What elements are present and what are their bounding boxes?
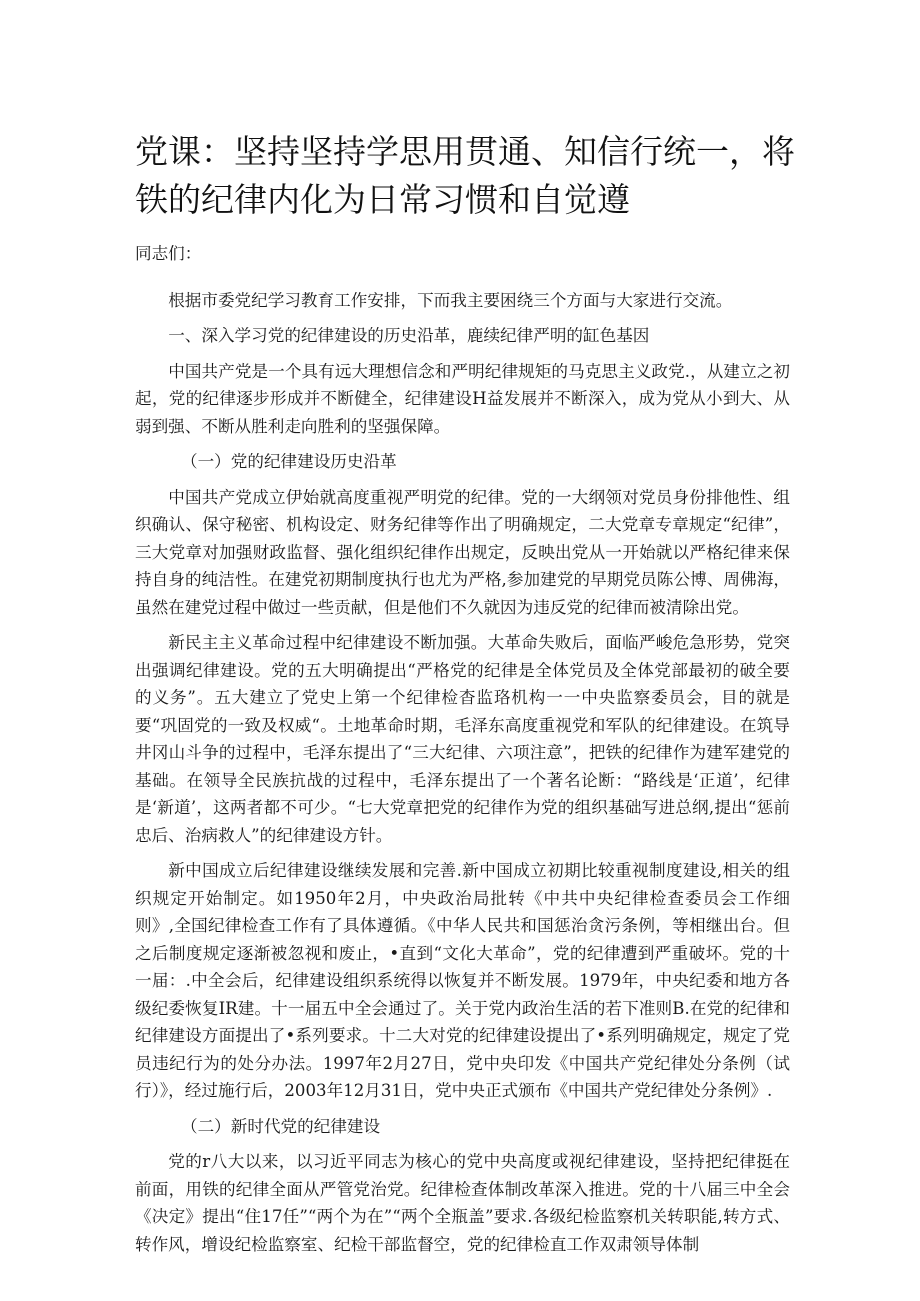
- body-paragraph: 中国共产党是一个具有远大理想信念和严明纪律规矩的马克思主义政党.，从建立之初起，党的纪律逐步形成并不断健全，纪律建设H益发展并不断深入，成为党从小到大、从弱到强、不断从胜利走向胜利的坚强保障。: [135, 361, 790, 436]
- document-body: [135, 240, 790, 1266]
- greeting: 同志们：: [135, 244, 202, 263]
- intro-paragraph: 根据市委党纪学习教育工作安排，下而我主要困绕三个方面与大家进行交流。: [168, 290, 733, 310]
- body-paragraph: 党的r八大以来，以习近平同志为核心的党中央高度或视纪律建设，坚持把纪律挺在前面，用铁的纪律全面从严管党治党。纪律检查体制改革深入推进。党的十八届三中全会《决定》提出“住17任”“两个为在”“两个全瓶盖”要求.各级纪检监察机关转职能,转方式、转作风，增设纪检监察室、纪检干部监督空，党的纪律检直工作双肃领导体制: [135, 1152, 790, 1254]
- document-title: 党课：坚持坚持学思用贯通、知信行统一，将铁的纪律内化为日常习惯和自觉遵: [135, 132, 795, 219]
- subsection-heading-1: （一）党的纪律建设历史沿革: [181, 452, 397, 471]
- body-paragraph: 中国共产党成立伊始就高度重视严明党的纪律。党的一大纲领对党员身份排他性、组织确认、保守秘密、机构设定、财务纪律等作出了明确规定，二大党章专章规定“纪律”，三大党章对加强财政监督、强化组织纪律作出规定，反映出党从一开始就以严格纪律来保持自身的纯洁性。在建党初期制度执行也尤为严格,参加建党的早期党员陈公博、周佛海，虽然在建党过程中做过一些贡献，但是他们不久就因为违反党的纪律而被清除出党。: [135, 487, 790, 617]
- section-heading-1: 一、深入学习党的纪律建设的历史沿革，鹿续纪律严明的缸色基因: [168, 326, 650, 345]
- body-paragraph: 新民主主义革命过程中纪律建设不断加强。大革命失败后，面临严峻危急形势，党突出强调纪律建设。党的五大明确提出“严格党的纪律是全体党员及全体党部最初的破全要的义务”。五大建立了党史上第一个纪律检杳监珞机构一一中央监察委员会，目的就是要“巩固党的一致及权威“。土地革命时期，毛泽东高度重视党和军队的纪律建设。在筑导井冈山斗争的过程中，毛泽东提出了“三大纪律、六项注意”，把铁的纪律作为建军建党的基础。在领导全民族抗战的过程中，毛泽东提出了一个著名论断：“路线是‘正道’，纪律是‘新道’，这两者都不可少。“七大党章把党的纪律作为党的组织基础写进总纲,提出“惩前忠后、治病救人”的纪律建设方针。: [135, 633, 790, 845]
- body-paragraph: 新中国成立后纪律建设继续发展和完善.新中国成立初期比较重视制度建设,相关的组织规定开始制定。如1950年2月，中央政治局批转《中共中央纪律检查委员会工作细则》,全国纪律检查工作有了具体遵循。《中华人民共和国惩治贪污条例，等相继出台。但之后制度规定逐渐被忽视和废止，•直到“文化大革命”，党的纪律遭到严重破坏。党的十一届：.中全会后，纪律建设组织系统得以恢复并不断发展。1979年，中央纪委和地方各级纪委恢复IR建。十一届五中全会通过了。关于党内政治生活的若下准则B.在党的纪律和纪律建设方面提出了•系列要求。十二大对党的纪律建设提出了•系列明确规定，规定了党员违纪行为的处分办法。1997年2月27日，党中央印发《中国共产党纪律处分条例（试行）》，经过施行后，2003年12月31日，党中央正式颁布《中国共产党纪律处分条例》.: [135, 861, 790, 1100]
- subsection-heading-2: （二）新时代党的纪律建设: [181, 1116, 381, 1136]
